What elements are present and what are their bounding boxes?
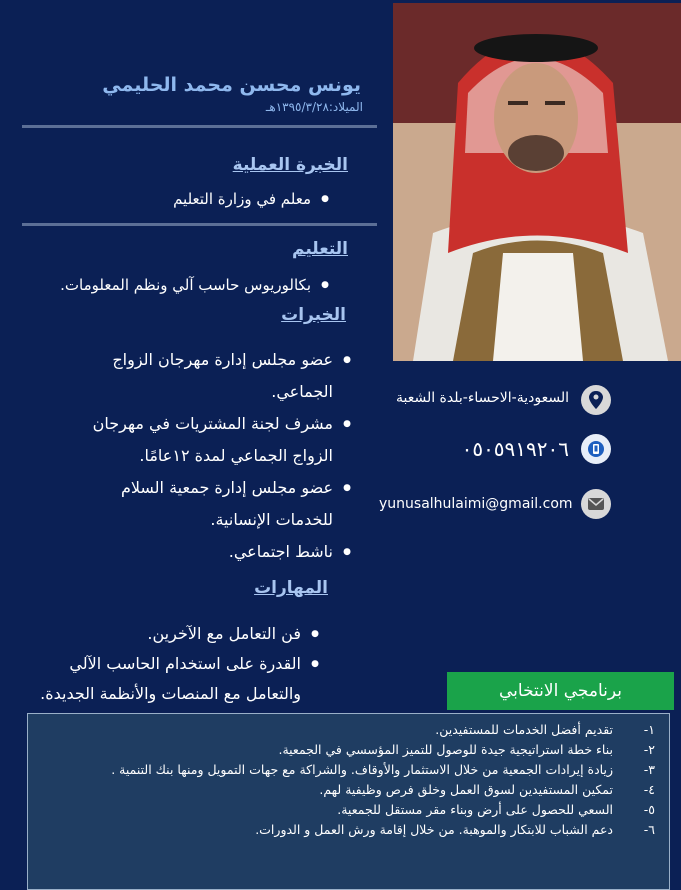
education-heading: التعليم xyxy=(292,239,348,259)
list-item xyxy=(35,780,655,800)
program-list xyxy=(35,720,655,840)
program-box xyxy=(27,713,670,890)
email-address[interactable]: yunusalhulaimi@gmail.com xyxy=(379,496,573,512)
birth-date: الميلاد:١٣٩٥/٣/٢٨هـ xyxy=(265,100,363,114)
expertise-heading: الخبرات xyxy=(281,305,346,325)
list-item xyxy=(35,720,655,740)
person-name: يونس محسن محمد الحليمي xyxy=(102,74,361,96)
education-list xyxy=(11,273,341,297)
item-text: السعي للحصول على أرض وبناء مقر مستقل للجمعية. xyxy=(337,802,613,817)
item-text: تمكين المستفيدين لسوق العمل وخلق فرص وظيفية لهم. xyxy=(319,782,613,797)
item-number: ٣- xyxy=(643,762,655,777)
list-item: ● عضو مجلس إدارة جمعية السلام للخدمات الإنسانية. xyxy=(63,472,363,536)
list-item: ● ناشط اجتماعي. xyxy=(63,536,363,568)
location-text: السعودية-الاحساء-بلدة الشعبة xyxy=(395,390,569,406)
item-text: تقديم أفضل الخدمات للمستفيدين. xyxy=(435,722,613,737)
location-pin-icon xyxy=(581,385,611,415)
list-item: ● فن التعامل مع الآخرين. xyxy=(21,619,331,649)
item-number: ٤- xyxy=(643,782,655,797)
phone-number[interactable]: ٠٥٠٥٩١٩٢٠٦ xyxy=(461,437,569,461)
divider xyxy=(22,223,377,226)
list-item: ● القدرة على استخدام الحاسب الآلي والتعامل مع المنصات والأنظمة الجديدة. xyxy=(21,649,331,709)
item-number: ١- xyxy=(643,722,655,737)
item-text: زيادة إيرادات الجمعية من خلال الاستثمار والأوقاف. والشراكة مع جهات التمويل ومنها بنك التنمية . xyxy=(111,762,613,777)
list-item: ● معلم في وزارة التعليم xyxy=(11,187,341,211)
item-text: دعم الشباب للابتكار والموهبة. من خلال إقامة ورش العمل و الدورات. xyxy=(255,822,613,837)
item-number: ٢- xyxy=(643,742,655,757)
email-icon xyxy=(581,489,611,519)
list-item xyxy=(35,760,655,780)
list-item xyxy=(35,820,655,840)
list-item xyxy=(35,740,655,760)
experience-heading: الخبرة العملية xyxy=(232,155,348,175)
item-number: ٥- xyxy=(643,802,655,817)
expertise-list xyxy=(63,344,363,568)
divider xyxy=(22,125,377,128)
skills-list xyxy=(21,619,331,709)
item-number: ٦- xyxy=(643,822,655,837)
list-item: ● بكالوريوس حاسب آلي ونظم المعلومات. xyxy=(11,273,341,297)
list-item: ● عضو مجلس إدارة مهرجان الزواج الجماعي. xyxy=(63,344,363,408)
list-item: ● مشرف لجنة المشتريات في مهرجان الزواج الجماعي لمدة ١٢عامًا. xyxy=(63,408,363,472)
experience-list xyxy=(11,187,341,211)
list-item xyxy=(35,800,655,820)
item-text: بناء خطة استراتيجية جيدة للوصول للتميز المؤسسي في الجمعية. xyxy=(278,742,613,757)
phone-icon xyxy=(581,434,611,464)
portrait-illustration xyxy=(393,3,681,361)
election-program-button[interactable]: برنامجي الانتخابي xyxy=(447,672,674,710)
skills-heading: المهارات xyxy=(254,578,328,598)
profile-photo xyxy=(393,3,681,361)
